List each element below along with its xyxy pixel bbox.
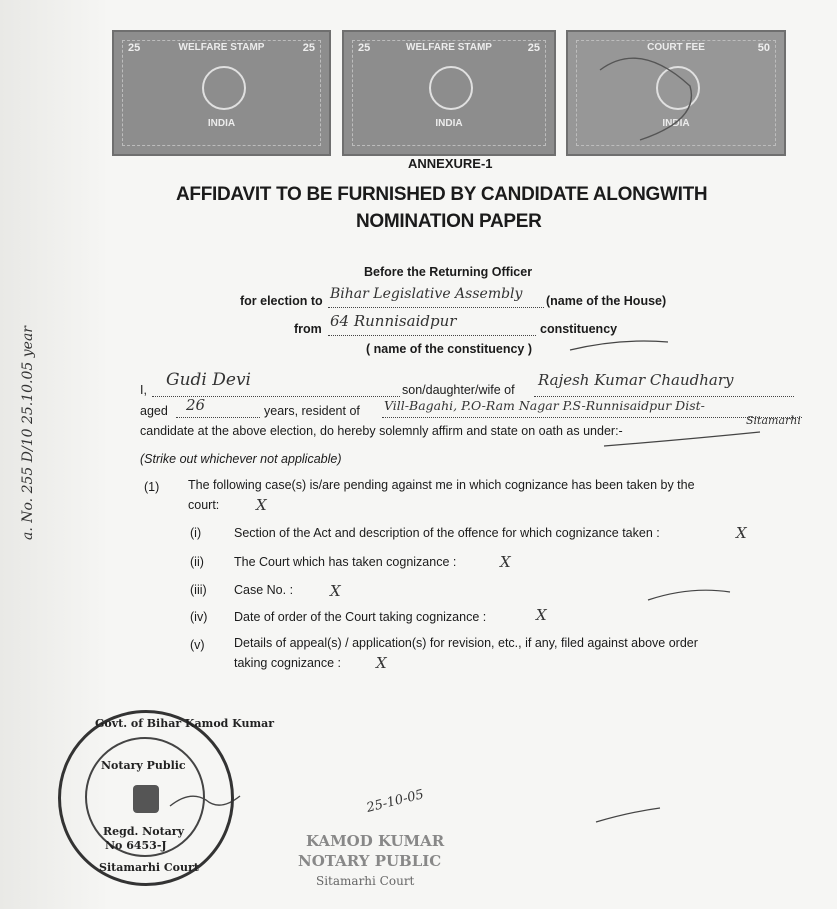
annexure-label: ANNEXURE-1 — [408, 156, 493, 171]
notary-date-note: 25-10-05 — [365, 787, 426, 816]
stamp-left-title: WELFARE STAMP — [178, 42, 265, 53]
from-label: from — [294, 322, 322, 336]
affidavit-title-line1: AFFIDAVIT TO BE FURNISHED BY CANDIDATE ALONGWITH — [176, 184, 708, 205]
stamp-middle-title: WELFARE STAMP — [406, 42, 492, 53]
address-value: Vill-Bagahi, P.O-Ram Nagar P.S-Runnisaidpur Dist- — [384, 398, 705, 413]
sub-i-mark: X — [736, 524, 747, 542]
stamp-right-title: COURT FEE — [647, 42, 705, 53]
sub-ii-roman: (ii) — [190, 555, 204, 569]
name-of-constituency-label: ( name of the constituency ) — [366, 342, 532, 356]
sub-iii-mark: X — [330, 582, 341, 600]
aged-label: aged — [140, 404, 168, 418]
sub-v-text-line2: taking cognizance : — [234, 656, 342, 670]
sub-v-mark: X — [376, 654, 387, 672]
side-registration-note: a. No. 255 D/10 25.10.05 year — [20, 326, 36, 540]
notary-title: NOTARY PUBLIC — [298, 852, 442, 870]
notary-court: Sitamarhi Court — [316, 874, 415, 888]
sub-i-roman: (i) — [190, 526, 202, 540]
sub-iv-mark: X — [536, 606, 547, 624]
stamp-right-value: 50 — [757, 42, 770, 54]
sub-ii-text: The Court which has taken cognizance : — [234, 555, 457, 569]
age-value: 26 — [186, 396, 206, 414]
affidavit-title-line2: NOMINATION PAPER — [356, 211, 542, 232]
stamp-middle-value-right: 25 — [527, 42, 540, 54]
sub-iii-roman: (iii) — [190, 583, 207, 597]
seal-reg-number: No 6453-J — [105, 839, 167, 852]
before-returning-officer: Before the Returning Officer — [364, 265, 533, 279]
seal-ring-bottom: Sitamarhi Court — [99, 861, 199, 874]
sub-v-text: Details of appeal(s) / application(s) for revision, etc., if any, filed against above order — [234, 636, 698, 650]
house-name-value: Bihar Legislative Assembly — [330, 286, 523, 302]
name-of-house-label: (name of the House) — [546, 294, 667, 308]
sub-iv-roman: (iv) — [190, 610, 208, 624]
for-election-to-label: for election to — [240, 294, 323, 308]
seal-regd-notary: Regd. Notary — [103, 825, 184, 838]
seal-ring-top: Govt. of Bihar Kamod Kumar — [95, 717, 275, 730]
stamp-middle-mid: INDIA — [435, 118, 463, 129]
constituency-label: constituency — [540, 322, 618, 336]
item-1-text-line1: The following case(s) is/are pending against me in which cognizance has been taken by the — [188, 478, 695, 492]
constituency-value: 64 Runnisaidpur — [330, 312, 457, 330]
stamp-left-mid: INDIA — [207, 118, 236, 129]
sub-v-roman: (v) — [190, 638, 205, 652]
notary-seal — [58, 710, 275, 886]
relation-name-value: Rajesh Kumar Chaudhary — [538, 371, 734, 389]
sub-i-text: Section of the Act and description of the offence for which cognizance taken : — [234, 526, 660, 540]
relation-label: son/daughter/wife of — [402, 383, 515, 397]
seal-notary-public: Notary Public — [101, 759, 186, 772]
stamp-right-mid: INDIA — [662, 118, 690, 129]
stamp-left-value-right: 25 — [302, 42, 315, 54]
deponent-name-value: Gudi Devi — [166, 370, 251, 390]
national-emblem-icon — [133, 785, 159, 813]
stamp-middle-value: 25 — [358, 42, 371, 54]
candidate-affirm-line: candidate at the above election, do hereby solemnly affirm and state on oath as under:- — [140, 424, 623, 438]
years-resident-label: years, resident of — [264, 404, 360, 418]
sub-iii-text: Case No. : — [234, 583, 294, 597]
item-1-mark: X — [256, 496, 267, 514]
sub-iv-text: Date of order of the Court taking cognizance : — [234, 610, 487, 624]
strike-out-note: (Strike out whichever not applicable) — [140, 452, 342, 466]
sub-ii-mark: X — [500, 553, 511, 571]
item-1-text-line2: court: — [188, 498, 220, 512]
item-1-number: (1) — [144, 480, 160, 494]
i-label: I, — [140, 383, 147, 397]
notary-name: KAMOD KUMAR — [306, 832, 445, 850]
stamp-left-value: 25 — [128, 42, 141, 54]
address-value-continued: Sitamarhi — [746, 414, 801, 427]
